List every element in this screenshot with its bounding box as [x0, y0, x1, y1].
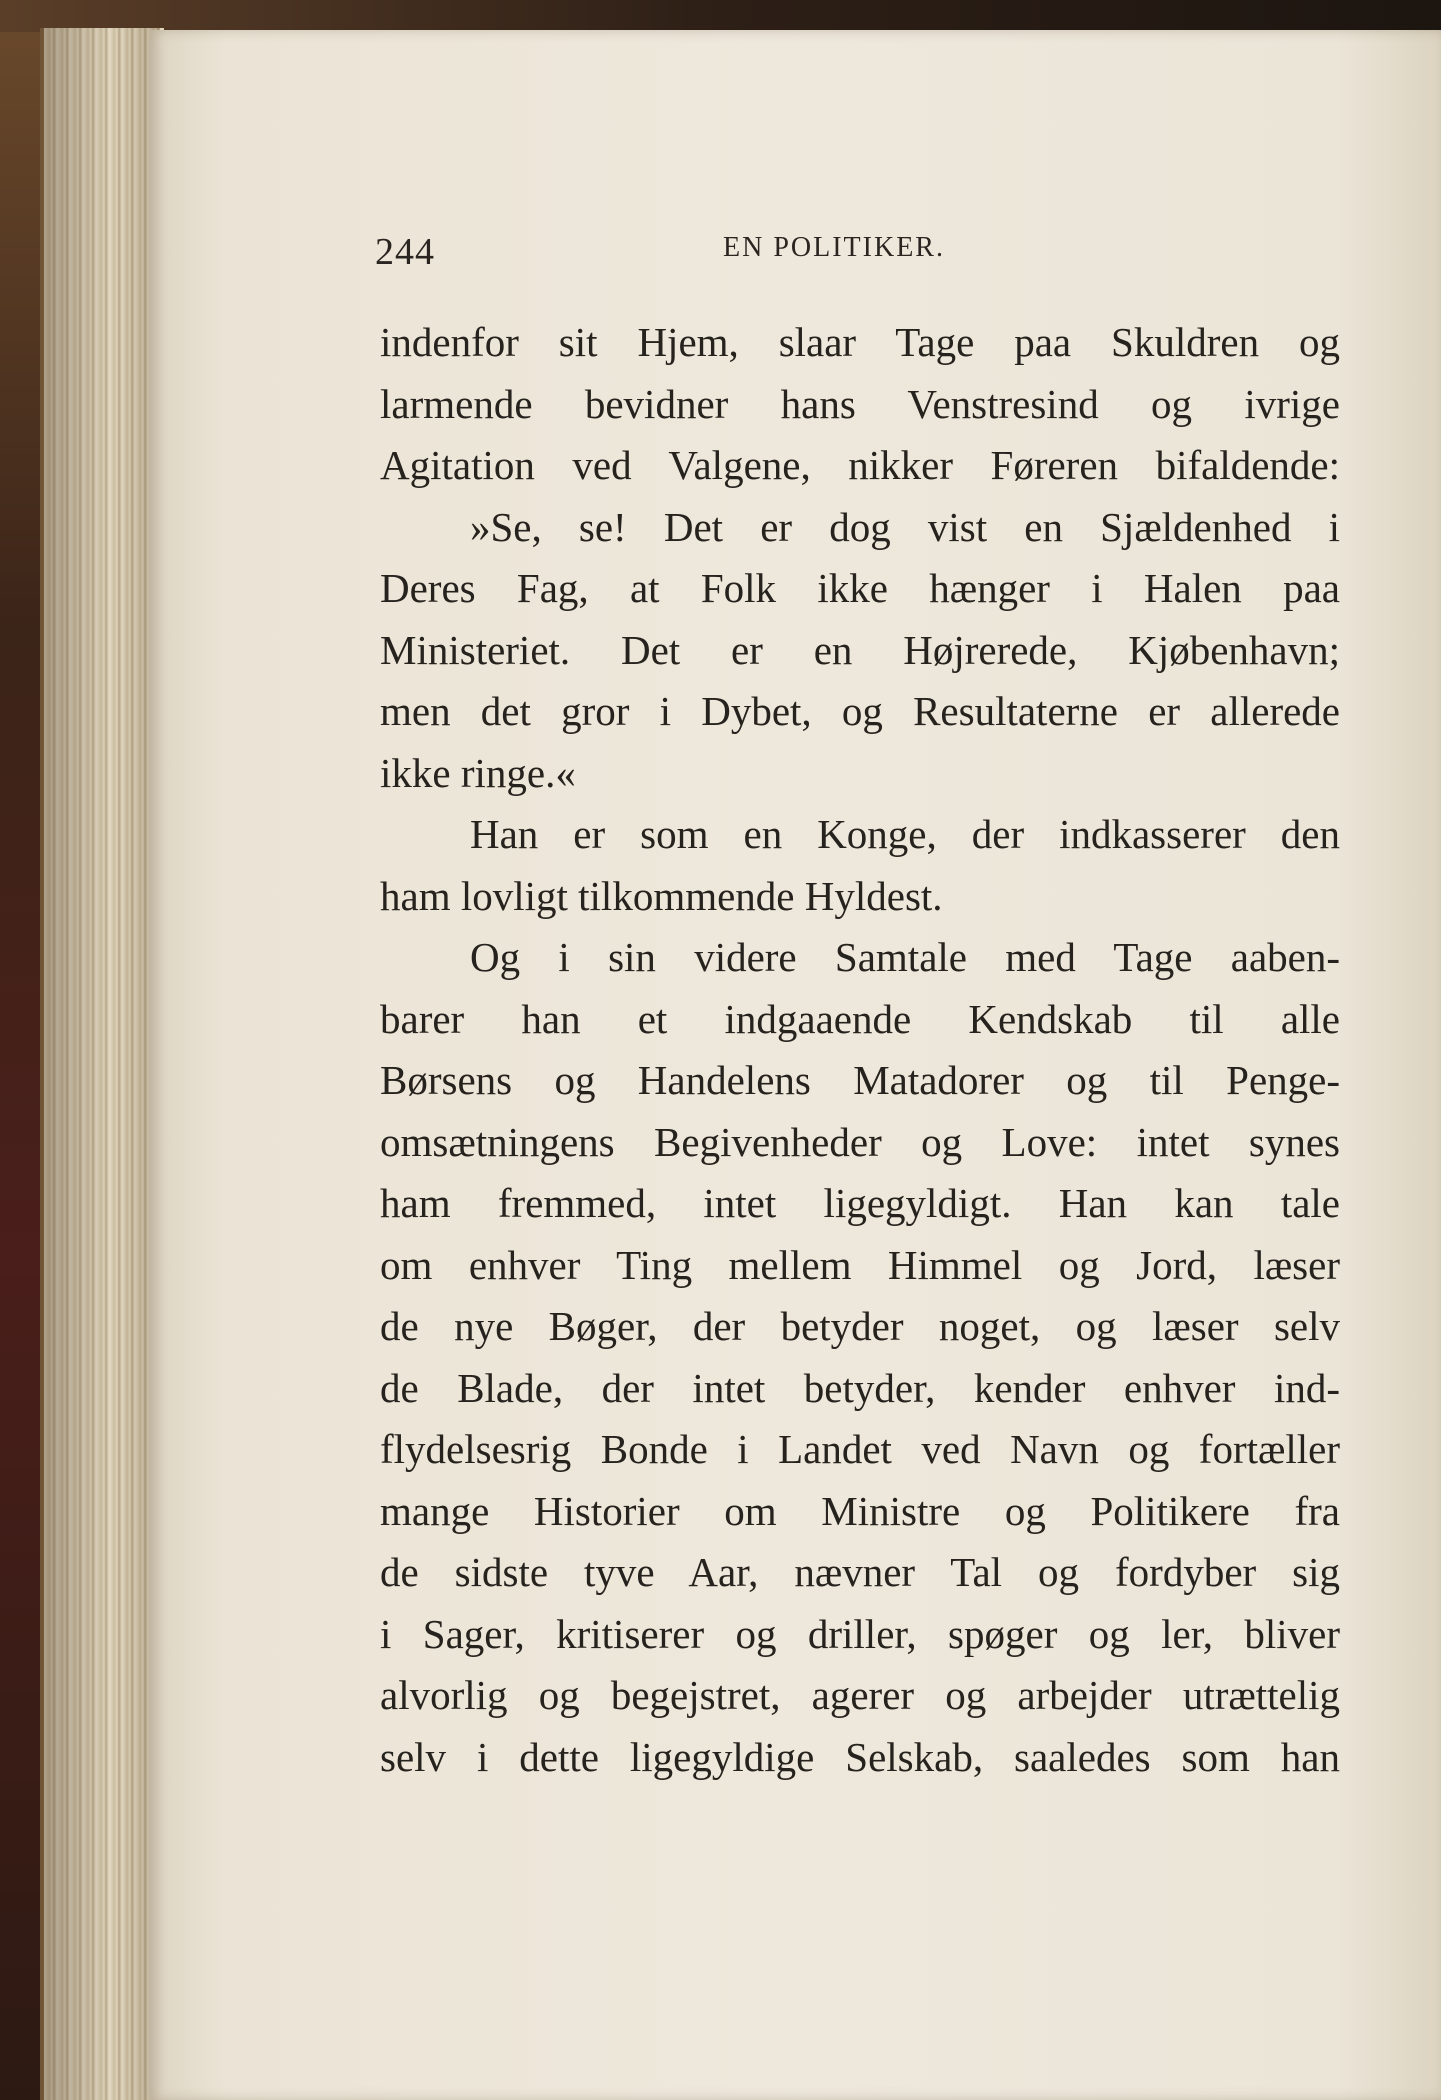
page-header: [375, 228, 1341, 288]
text-line: alvorlig og begejstret, agerer og arbejder utrættelig: [380, 1672, 1340, 1718]
text-line: Ministeriet. Det er en Højrerede, Kjøbenhavn;: [380, 626, 1340, 673]
text-line: ikke ringe.«: [380, 749, 576, 796]
page-edges-shadow: [40, 28, 160, 2100]
text-line: flydelsesrig Bonde i Landet ved Navn og fortæller: [380, 1426, 1340, 1472]
text-line: indenfor sit Hjem, slaar Tage paa Skuldren og: [380, 319, 1340, 365]
text-line: omsætningens Begivenheder og Love: intet synes: [380, 1118, 1340, 1165]
page-number: 244: [375, 231, 435, 273]
running-title: EN POLITIKER.: [723, 232, 945, 263]
text-line: ham lovligt tilkommende Hyldest.: [380, 872, 943, 919]
text-line: selv i dette ligegyldige Selskab, saaledes som han: [380, 1733, 1340, 1780]
text-line: Og i sin videre Samtale med Tage aaben-: [470, 934, 1340, 980]
text-line: mange Historier om Ministre og Politikere fra: [380, 1487, 1340, 1534]
text-line: »Se, se! Det er dog vist en Sjældenhed i: [470, 503, 1340, 550]
text-line: i Sager, kritiserer og driller, spøger og ler, bliver: [380, 1610, 1340, 1657]
text-line: de Blade, der intet betyder, kender enhver ind-: [380, 1364, 1340, 1411]
text-line: de sidste tyve Aar, nævner Tal og fordyber sig: [380, 1549, 1340, 1595]
text-line: barer han et indgaaende Kendskab til alle: [380, 995, 1340, 1042]
text-line: de nye Bøger, der betyder noget, og læser selv: [380, 1303, 1340, 1349]
text-line: om enhver Ting mellem Himmel og Jord, læser: [380, 1241, 1340, 1288]
background-top: [0, 0, 1441, 32]
text-line: men det gror i Dybet, og Resultaterne er allerede: [380, 688, 1340, 734]
text-line: Deres Fag, at Folk ikke hænger i Halen paa: [380, 565, 1340, 611]
text-line: Han er som en Konge, der indkasserer den: [470, 811, 1340, 857]
text-line: Agitation ved Valgene, nikker Føreren bifaldende:: [380, 442, 1340, 488]
body-text: [380, 312, 1340, 1788]
text-line: larmende bevidner hans Venstresind og ivrige: [380, 380, 1340, 427]
text-line: ham fremmed, intet ligegyldigt. Han kan tale: [380, 1180, 1340, 1226]
text-line: Børsens og Handelens Matadorer og til Penge-: [380, 1057, 1340, 1103]
